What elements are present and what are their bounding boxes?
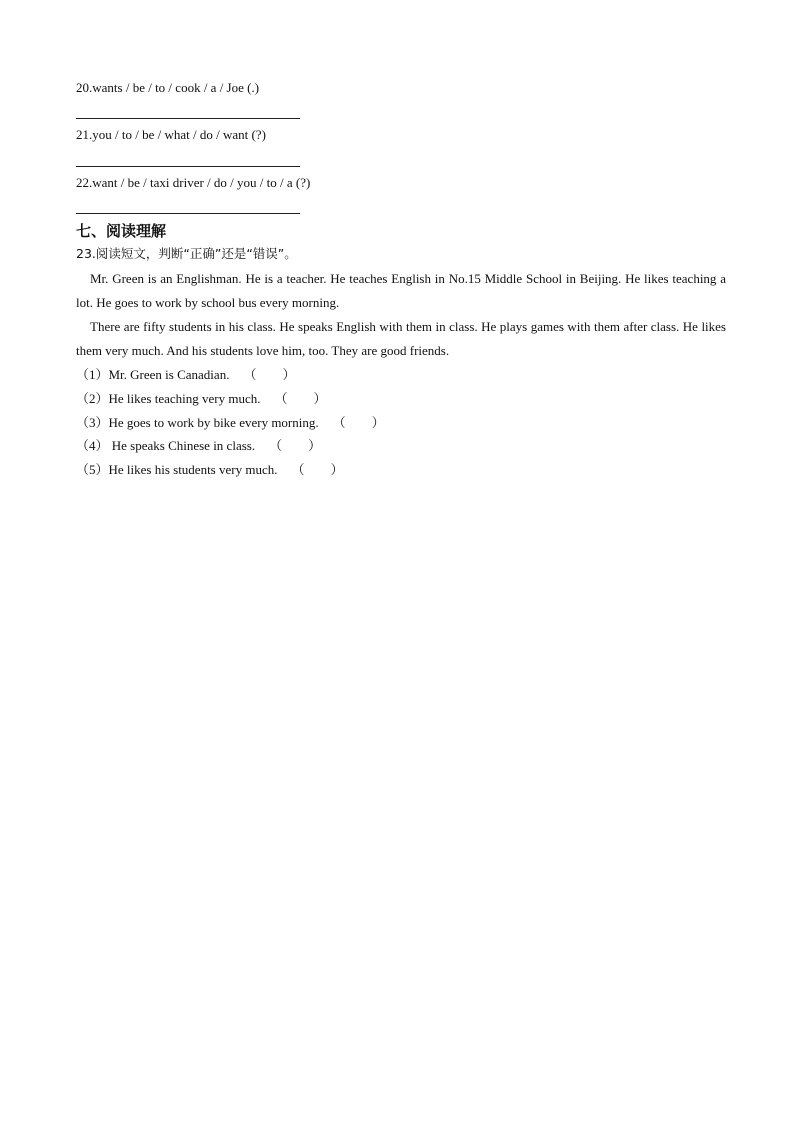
exercise-20: 20.wants / be / to / cook / a / Joe (.) xyxy=(76,80,260,95)
exercise-21: 21.you / to / be / what / do / want (?) xyxy=(76,127,266,142)
statement-2-text: （2）He likes teaching very much. xyxy=(76,391,261,406)
exercise-22: 22.want / be / taxi driver / do / you / to / a (?) xyxy=(76,175,311,190)
passage-paragraph-2: There are fifty students in his class. He speaks English with them in class. He plays games with them after class. He likes them very much. And his students love him, too. They are good friends. xyxy=(76,319,726,358)
statement-4-answer-blank[interactable]: （ ） xyxy=(269,438,322,453)
answer-line-20[interactable] xyxy=(76,118,300,119)
answer-line-21[interactable] xyxy=(76,166,300,167)
statement-4-text: （4） He speaks Chinese in class. xyxy=(76,438,256,453)
statement-5-text: （5）He likes his students very much. xyxy=(76,462,278,477)
section-heading: 七、阅读理解 xyxy=(76,222,167,240)
statement-3-text: （3）He goes to work by bike every morning. xyxy=(76,415,319,430)
statement-3-answer-blank[interactable]: （ ） xyxy=(332,415,385,430)
statement-2 xyxy=(76,391,327,407)
question-prompt: 23.阅读短文，判断“正确”还是“错误”。 xyxy=(76,246,297,261)
statement-5 xyxy=(76,462,344,478)
statement-2-answer-blank[interactable]: （ ） xyxy=(274,391,327,406)
statement-1-answer-blank[interactable]: （ ） xyxy=(243,367,296,382)
statement-5-answer-blank[interactable]: （ ） xyxy=(291,462,344,477)
statement-1 xyxy=(76,367,295,383)
passage-paragraph-1: Mr. Green is an Englishman. He is a teacher. He teaches English in No.15 Middle School in Beijing. He likes teaching a lot. He goes to work by school bus every morning. xyxy=(76,271,726,310)
statement-4 xyxy=(76,438,321,454)
statement-1-text: （1）Mr. Green is Canadian. xyxy=(76,367,230,382)
statement-3 xyxy=(76,415,385,431)
answer-line-22[interactable] xyxy=(76,213,300,214)
